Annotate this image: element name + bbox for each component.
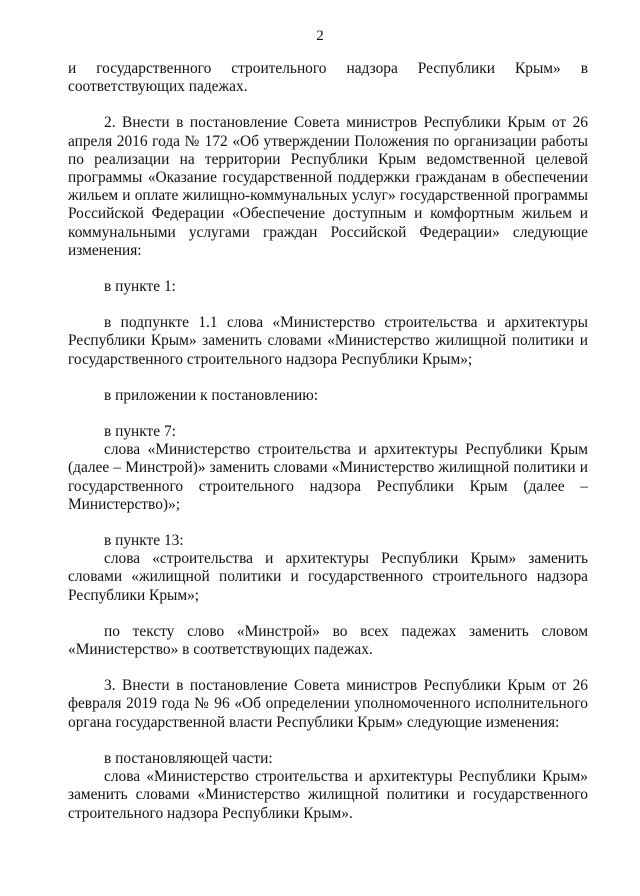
paragraph-point-13-heading: в пункте 13: — [104, 532, 184, 550]
paragraph-operative-part-heading: в постановляющей части: — [104, 749, 273, 767]
paragraph-minstroy-replace: по тексту слово «Минстрой» во всех падежах заменить словом «Министерство» в соответствующих падежах. — [68, 622, 588, 659]
paragraph-item-3: 3. Внести в постановление Совета министров Республики Крым от 26 февраля 2019 года № 96 «Об определении уполномоченного исполнительного органа государственной власти Республики Крым» следующие изменения: — [68, 677, 588, 731]
paragraph-appendix-heading: в приложении к постановлению: — [104, 386, 319, 404]
paragraph-point-7-heading: в пункте 7: — [104, 423, 176, 441]
paragraph-subpoint-1-1: в подпункте 1.1 слова «Министерство строительства и архитектуры Республики Крым» заменить словами «Министерство жилищной политики и государственного строительного надзора Республики Крым»; — [68, 314, 588, 368]
paragraph-continuation: и государственного строительного надзора Республики Крым» в соответствующих падежах. — [68, 60, 588, 96]
paragraph-point-7-text: слова «Министерство строительства и архитектуры Республики Крым (далее – Минстрой)» заменить словами «Министерство жилищной политики и государственного строительного надзора Республики Крым (далее – Министерство)»; — [68, 441, 588, 513]
paragraph-item-2: 2. Внести в постановление Совета министров Республики Крым от 26 апреля 2016 года № 172 «Об утверждении Положения по организации работы по реализации на территории Республики Крым ведомственной целевой программы «Оказание государственной поддержки гражданам в обеспечении жильем и оплате жилищно-коммунальных услуг» государственной программы Российской Федерации «Обеспечение доступным и комфортным жильем и коммунальными услугами граждан Российской Федерации» следующие изменения: — [68, 114, 588, 259]
paragraph-point-1-heading: в пункте 1: — [104, 278, 176, 296]
document-body — [68, 60, 588, 823]
paragraph-point-13-text: слова «строительства и архитектуры Республики Крым» заменить словами «жилищной политики и государственного строительного надзора Республики Крым»; — [68, 550, 588, 604]
paragraph-operative-part-text: слова «Министерство строительства и архитектуры Республики Крым» заменить словами «Министерство жилищной политики и государственного строительного надзора Республики Крым». — [68, 768, 588, 822]
page-number: 2 — [316, 28, 324, 44]
